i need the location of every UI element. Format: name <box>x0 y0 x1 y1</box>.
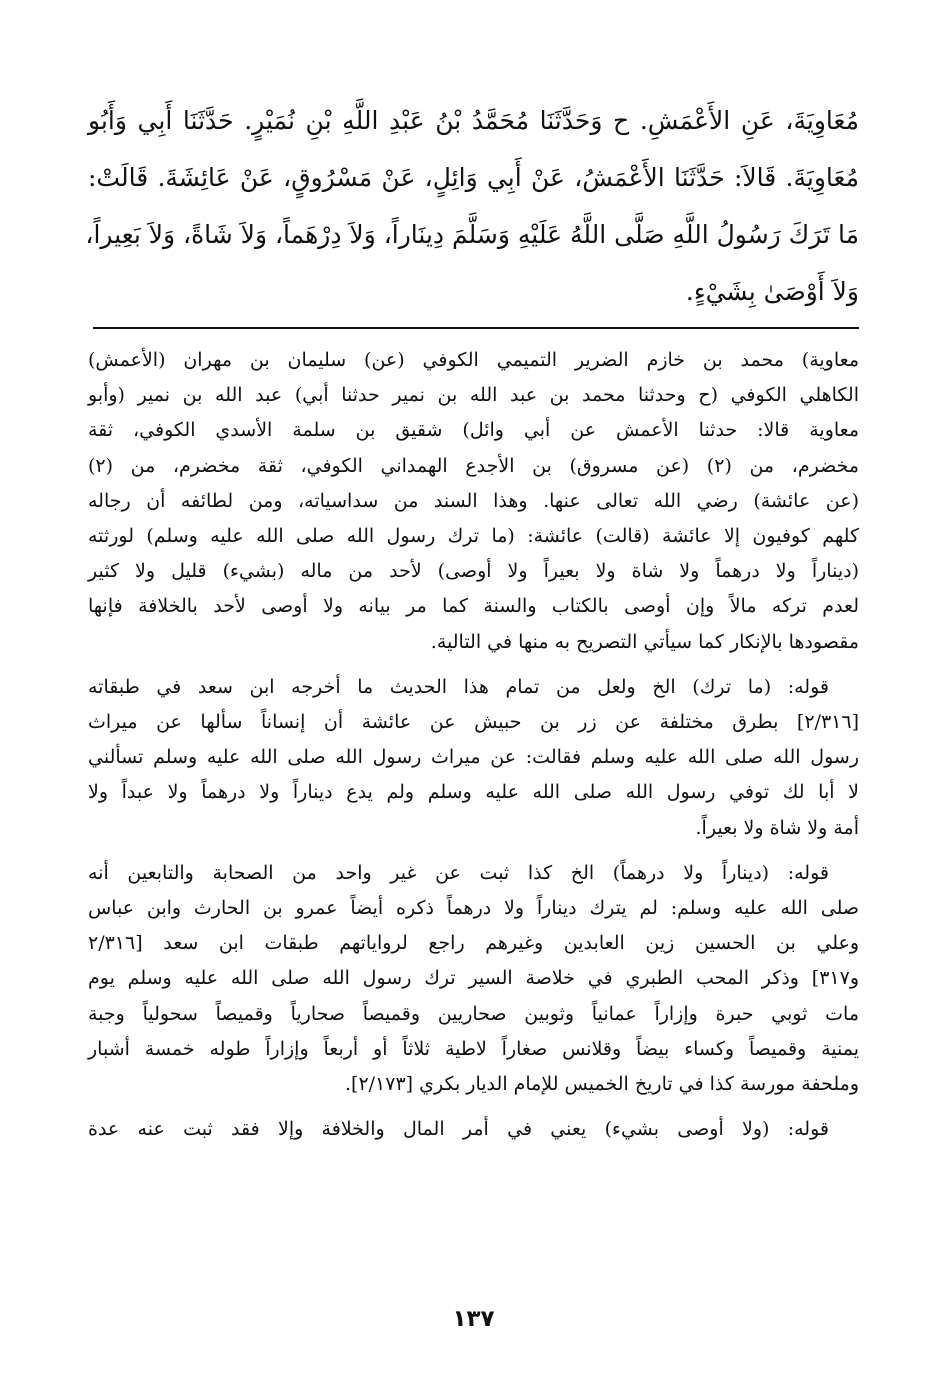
commentary-line: رسول الله صلى الله عليه وسلم فقالت: عن ميراث رسول الله صلى الله عليه وسلم تسألني <box>88 746 859 769</box>
page-number: ١٣٧ <box>452 1306 495 1332</box>
hadith-line: مَا تَرَكَ رَسُولُ اللَّهِ صَلَّى اللَّهُ عَلَيْهِ وَسَلَّمَ دِينَاراً، وَلاَ دِرْهَماً، وَلاَ شَاةً، وَلاَ بَعِيراً، <box>85 220 859 249</box>
commentary-line: [٢/٣١٦] بطرق مختلفة عن زر بن حبيش عن عائشة أن إنساناً سألها عن ميراث <box>88 711 859 734</box>
commentary-line: معاوية قالا: حدثنا الأعمش عن أبي وائل) شقيق بن سلمة الأسدي الكوفي، ثقة <box>88 419 859 442</box>
commentary-text <box>88 343 859 1157</box>
commentary-line: كلهم كوفيون إلا عائشة (قالت) عائشة: (ما ترك رسول الله صلى الله عليه وسلم) لورثته <box>88 525 859 548</box>
commentary-line: لعدم تركه مالاً وإن أوصى بالكتاب والسنة كما مر بيانه ولا أوصى لأحد بالخلافة فإنها <box>88 595 859 618</box>
commentary-line: صلى الله عليه وسلم: لم يترك ديناراً ولا درهماً ذكره أيضاً عمرو بن الحارث وابن عباس <box>88 897 859 920</box>
commentary-paragraph <box>88 856 859 1102</box>
separator-rule <box>93 327 859 329</box>
commentary-paragraph <box>88 343 859 660</box>
hadith-line: وَلاَ أَوْصَىٰ بِشَيْءٍ. <box>685 277 859 306</box>
commentary-line: مقصودها بالإنكار كما سيأتي التصريح به منها في التالية. <box>430 630 859 653</box>
commentary-line: الكاهلي الكوفي (ح وحدثنا محمد بن عبد الله بن نمير حدثنا أبي) عبد الله بن نمير (وأبو <box>88 384 859 407</box>
commentary-line: مات ثوبي حبرة وإزاراً عمانياً وثوبين صحاريين وقميصاً صحارياً وقميصاً سحولياً وجبة <box>88 1002 859 1025</box>
commentary-line: قوله: (ديناراً ولا درهماً) الخ كذا ثبت عن غير واحد من الصحابة والتابعين أنه <box>88 861 829 884</box>
commentary-paragraph <box>88 1112 859 1147</box>
commentary-line: وملحفة مورسة كذا في تاريخ الخميس للإمام الديار بكري [٢/١٧٣]. <box>344 1073 859 1096</box>
commentary-line: مخضرم، من (٢) (عن مسروق) بن الأجدع الهمداني الكوفي، ثقة مخضرم، من (٢) <box>88 454 859 477</box>
commentary-paragraph <box>88 670 859 846</box>
commentary-line: قوله: (ما ترك) الخ ولعل من تمام هذا الحديث ما أخرجه ابن سعد في طبقاته <box>88 675 829 698</box>
commentary-line: يمنية وقميصاً وكساء بيضاً وقلانس صغاراً لاطية ثلاثاً أو أربعاً وإزاراً طوله خمسة أشبار <box>88 1037 859 1060</box>
commentary-line: وعلي بن الحسين زين العابدين وغيرهم راجع لرواياتهم طبقات ابن سعد [٢/٣١٦ <box>88 932 859 955</box>
hadith-line: مُعَاوِيَةَ، عَنِ الأَعْمَشِ. ح وَحَدَّثَنَا مُحَمَّدُ بْنُ عَبْدِ اللَّهِ بْنِ نُمَيْرٍ. حَدَّثَنَا أَبِي وَأَبُو <box>88 106 859 135</box>
commentary-line: و٣١٧] وذكر المحب الطبري في خلاصة السير ترك رسول الله صلى الله عليه وسلم يوم <box>88 967 859 990</box>
commentary-line: (ديناراً ولا درهماً ولا شاة ولا بعيراً ولا أوصى) لأحد من ماله (بشيء) قليل ولا كثير <box>88 560 859 583</box>
hadith-line: مُعَاوِيَةَ. قَالاَ: حَدَّثَنَا الأَعْمَشُ، عَنْ أَبِي وَائِلٍ، عَنْ مَسْرُوقٍ، عَنْ عَائِشَةَ. قَالَتْ: <box>88 163 859 192</box>
commentary-line: (عن عائشة) رضي الله تعالى عنها. وهذا السند من سداسياته، ومن لطائفه أن رجاله <box>88 489 859 512</box>
commentary-line: معاوية) محمد بن خازم الضرير التميمي الكوفي (عن) سليمان بن مهران (الأعمش) <box>88 349 859 371</box>
commentary-line: لا أبا لك توفي رسول الله صلى الله عليه وسلم ولم يدع ديناراً ولا درهماً ولا عبداً ولا <box>88 781 859 804</box>
commentary-line: قوله: (ولا أوصى بشيء) يعني في أمر المال والخلافة وإلا فقد ثبت عنه عدة <box>88 1118 829 1141</box>
hadith-text <box>85 92 859 320</box>
commentary-line: أمة ولا شاة ولا بعيراً. <box>695 816 859 839</box>
